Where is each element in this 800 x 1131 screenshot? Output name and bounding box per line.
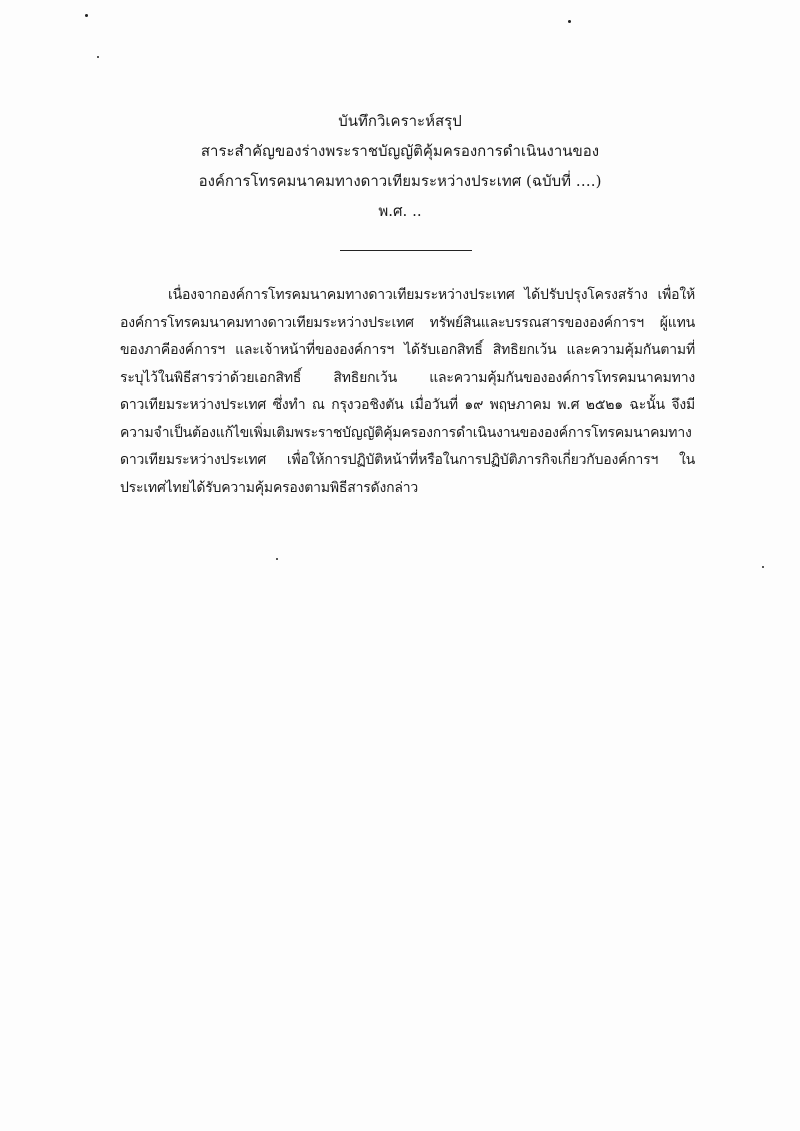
scan-speck bbox=[568, 20, 571, 23]
body-line: ดาวเทียมระหว่างประเทศ ซึ่งทำ ณ กรุงวอชิงตัน เมื่อวันที่ ๑๙ พฤษภาคม พ.ศ ๒๕๒๑ ฉะนั้น จึงมี bbox=[120, 397, 695, 413]
body-line: ของภาคีองค์การฯ และเจ้าหน้าที่ขององค์การฯ ได้รับเอกสิทธิ์ สิทธิยกเว้น และความคุ้มกันตามที่ bbox=[120, 342, 695, 358]
body-line: ประเทศไทยได้รับความคุ้มครองตามพิธีสารดังกล่าว bbox=[120, 479, 419, 496]
document-header bbox=[0, 106, 800, 226]
body-paragraph bbox=[120, 282, 695, 502]
memo-title: บันทึกวิเคราะห์สรุป bbox=[338, 112, 462, 130]
body-line: องค์การโทรคมนาคมทางดาวเทียมระหว่างประเทศ ทรัพย์สินและบรรณสารขององค์การฯ ผู้แทน bbox=[120, 314, 695, 331]
scan-speck bbox=[97, 56, 99, 58]
body-line: ดาวเทียมระหว่างประเทศ เพื่อให้การปฏิบัติหน้าที่หรือในการปฏิบัติภารกิจเกี่ยวกับองค์การฯ ใน bbox=[120, 452, 695, 468]
body-line: ระบุไว้ในพิธีสารว่าด้วยเอกสิทธิ์ สิทธิยกเว้น และความคุ้มกันขององค์การโทรคมนาคมทาง bbox=[120, 369, 695, 386]
memo-subject-line-2: องค์การโทรคมนาคมทางดาวเทียมระหว่างประเทศ (ฉบับที่ ….) bbox=[198, 172, 602, 190]
body-line: ความจำเป็นต้องแก้ไขเพิ่มเติมพระราชบัญญัติคุ้มครองการดำเนินงานขององค์การโทรคมนาคมทาง bbox=[120, 424, 692, 441]
memo-year: พ.ศ. .. bbox=[378, 202, 422, 220]
scan-speck bbox=[276, 558, 278, 560]
memo-subject-line-1: สาระสำคัญของร่างพระราชบัญญัติคุ้มครองการดำเนินงานของ bbox=[200, 142, 600, 160]
scan-speck bbox=[85, 14, 88, 17]
header-divider bbox=[340, 250, 472, 251]
body-line: เนื่องจากองค์การโทรคมนาคมทางดาวเทียมระหว่างประเทศ ได้ปรับปรุงโครงสร้าง เพื่อให้ bbox=[168, 287, 695, 303]
scan-speck bbox=[762, 566, 764, 568]
